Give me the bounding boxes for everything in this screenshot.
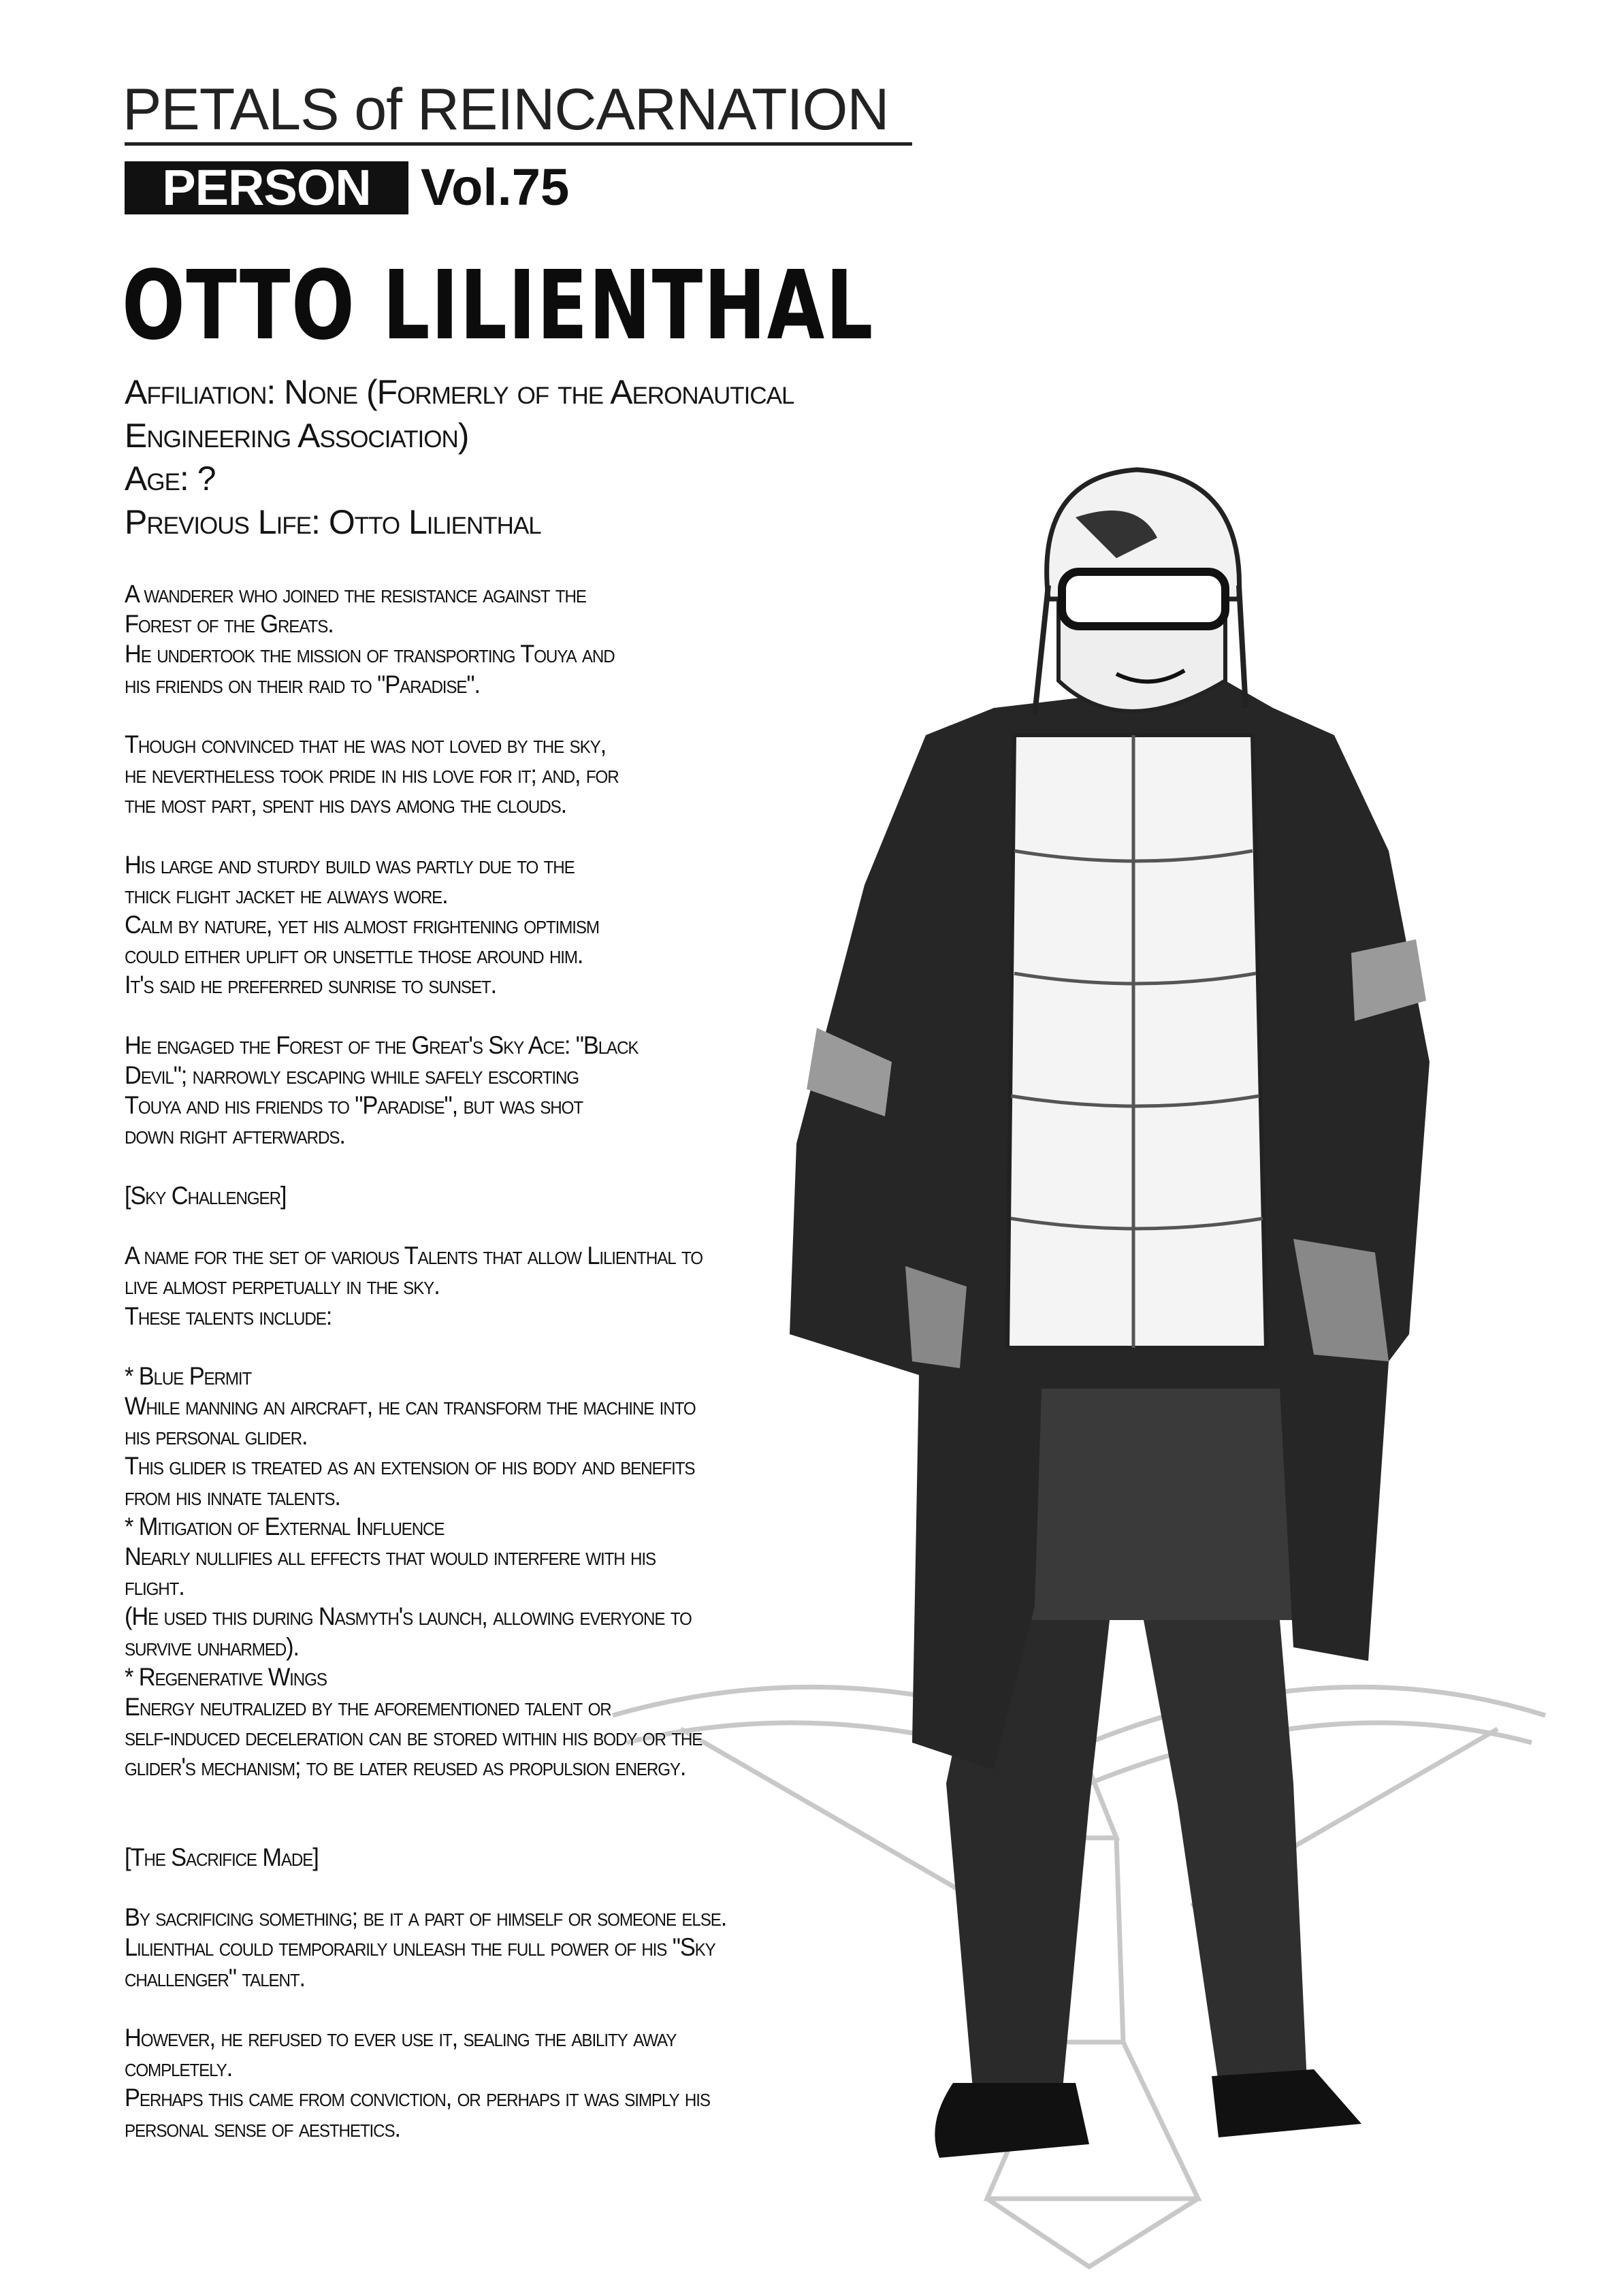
description-line: Forest of the Greats.	[125, 610, 334, 638]
profile-description	[125, 579, 772, 2144]
title-underline	[125, 142, 912, 146]
description-line: His large and sturdy build was partly due to the	[125, 850, 575, 879]
description-line: flight.	[125, 1572, 184, 1601]
description-line: Devil"; narrowly escaping while safely escorting	[125, 1061, 579, 1089]
description-line	[125, 1873, 726, 1903]
description-line	[125, 1331, 726, 1361]
description-line: [The Sacrifice Made]	[125, 1843, 319, 1871]
description-line: the most part, spent his days among the clouds.	[125, 790, 567, 819]
description-line: These talents include:	[125, 1301, 332, 1330]
goggles-icon	[1062, 572, 1225, 626]
description-line: personal sense of aesthetics.	[125, 2114, 400, 2142]
description-line: It's said he preferred sunrise to sunset.	[125, 971, 497, 999]
description-line: (He used this during Nasmyth's launch, allowing everyone to	[125, 1602, 692, 1631]
description-line: [Sky Challenger]	[125, 1181, 287, 1210]
description-line	[125, 820, 726, 850]
volume-number: Vol.75	[421, 159, 570, 216]
description-line: * Regenerative Wings	[125, 1662, 327, 1691]
puffer-jacket	[1007, 735, 1266, 1348]
person-badge: PERSON	[125, 161, 408, 214]
description-line: Nearly nullifies all effects that would interfere with his	[125, 1542, 656, 1570]
description-line: from his innate talents.	[125, 1482, 340, 1510]
description-line: thick flight jacket he always wore.	[125, 880, 448, 909]
description-line	[125, 1151, 726, 1181]
description-line: down right afterwards.	[125, 1121, 345, 1150]
description-line	[125, 1783, 726, 1813]
description-line: He engaged the Forest of the Great's Sky Ace: "Black	[125, 1031, 639, 1059]
description-line: his friends on their raid to "Paradise".	[125, 670, 480, 698]
description-line: A name for the set of various Talents that allow Lilienthal to	[125, 1242, 703, 1270]
age-line: Age: ?	[125, 459, 216, 498]
description-line: Calm by nature, yet his almost frightening optimism	[125, 911, 599, 939]
description-line: * Blue Permit	[125, 1361, 252, 1390]
description-line: he nevertheless took pride in his love for it; and, for	[125, 760, 619, 789]
description-line	[125, 1813, 726, 1843]
description-line: survive unharmed).	[125, 1632, 299, 1661]
description-line: Perhaps this came from conviction, or perhaps it was simply his	[125, 2084, 710, 2112]
description-line: live almost perpetually in the sky.	[125, 1272, 440, 1300]
description-line	[125, 700, 726, 730]
description-line	[125, 1211, 726, 1241]
series-title: PETALS of REINCARNATION	[123, 77, 889, 142]
description-line: self-induced deceleration can be stored within his body or the	[125, 1723, 703, 1751]
description-line: While manning an aircraft, he can transform the machine into	[125, 1392, 696, 1421]
description-line: his personal glider.	[125, 1422, 308, 1451]
description-line: A wanderer who joined the resistance against the	[125, 580, 586, 608]
description-line: However, he refused to ever use it, sealing the ability away	[125, 2024, 677, 2052]
description-line: could either uplift or unsettle those around him.	[125, 941, 583, 969]
description-line	[125, 1001, 726, 1031]
description-line: Lilienthal could temporarily unleash the full power of his "Sky	[125, 1933, 715, 1962]
description-line: Touya and his friends to "Paradise", but was shot	[125, 1091, 583, 1120]
character-name: OTTO LILIENTHAL	[122, 250, 874, 361]
description-line: Though convinced that he was not loved by the sky,	[125, 730, 607, 758]
character-info	[125, 371, 794, 544]
description-line: completely.	[125, 2054, 233, 2082]
description-line	[125, 1993, 726, 2023]
left-shoe	[935, 2083, 1089, 2158]
description-line: By sacrificing something; be it a part of himself or someone else.	[125, 1903, 727, 1932]
previous-life-line: Previous Life: Otto Lilienthal	[125, 502, 541, 541]
description-line: glider's mechanism; to be later reused as propulsion energy.	[125, 1753, 686, 1781]
description-line: He undertook the mission of transporting Touya and	[125, 640, 615, 668]
affiliation-line-1: Affiliation: None (Formerly of the Aeronautical	[125, 373, 794, 411]
right-shoe	[1212, 2069, 1361, 2137]
head	[1035, 470, 1246, 715]
description-line: Energy neutralized by the aforementioned talent or	[125, 1692, 611, 1721]
description-line: * Mitigation of External Influence	[125, 1512, 445, 1540]
description-line: challenger" talent.	[125, 1963, 305, 1992]
affiliation-line-2: Engineering Association)	[125, 416, 469, 455]
description-line: This glider is treated as an extension of his body and benefits	[125, 1452, 695, 1481]
